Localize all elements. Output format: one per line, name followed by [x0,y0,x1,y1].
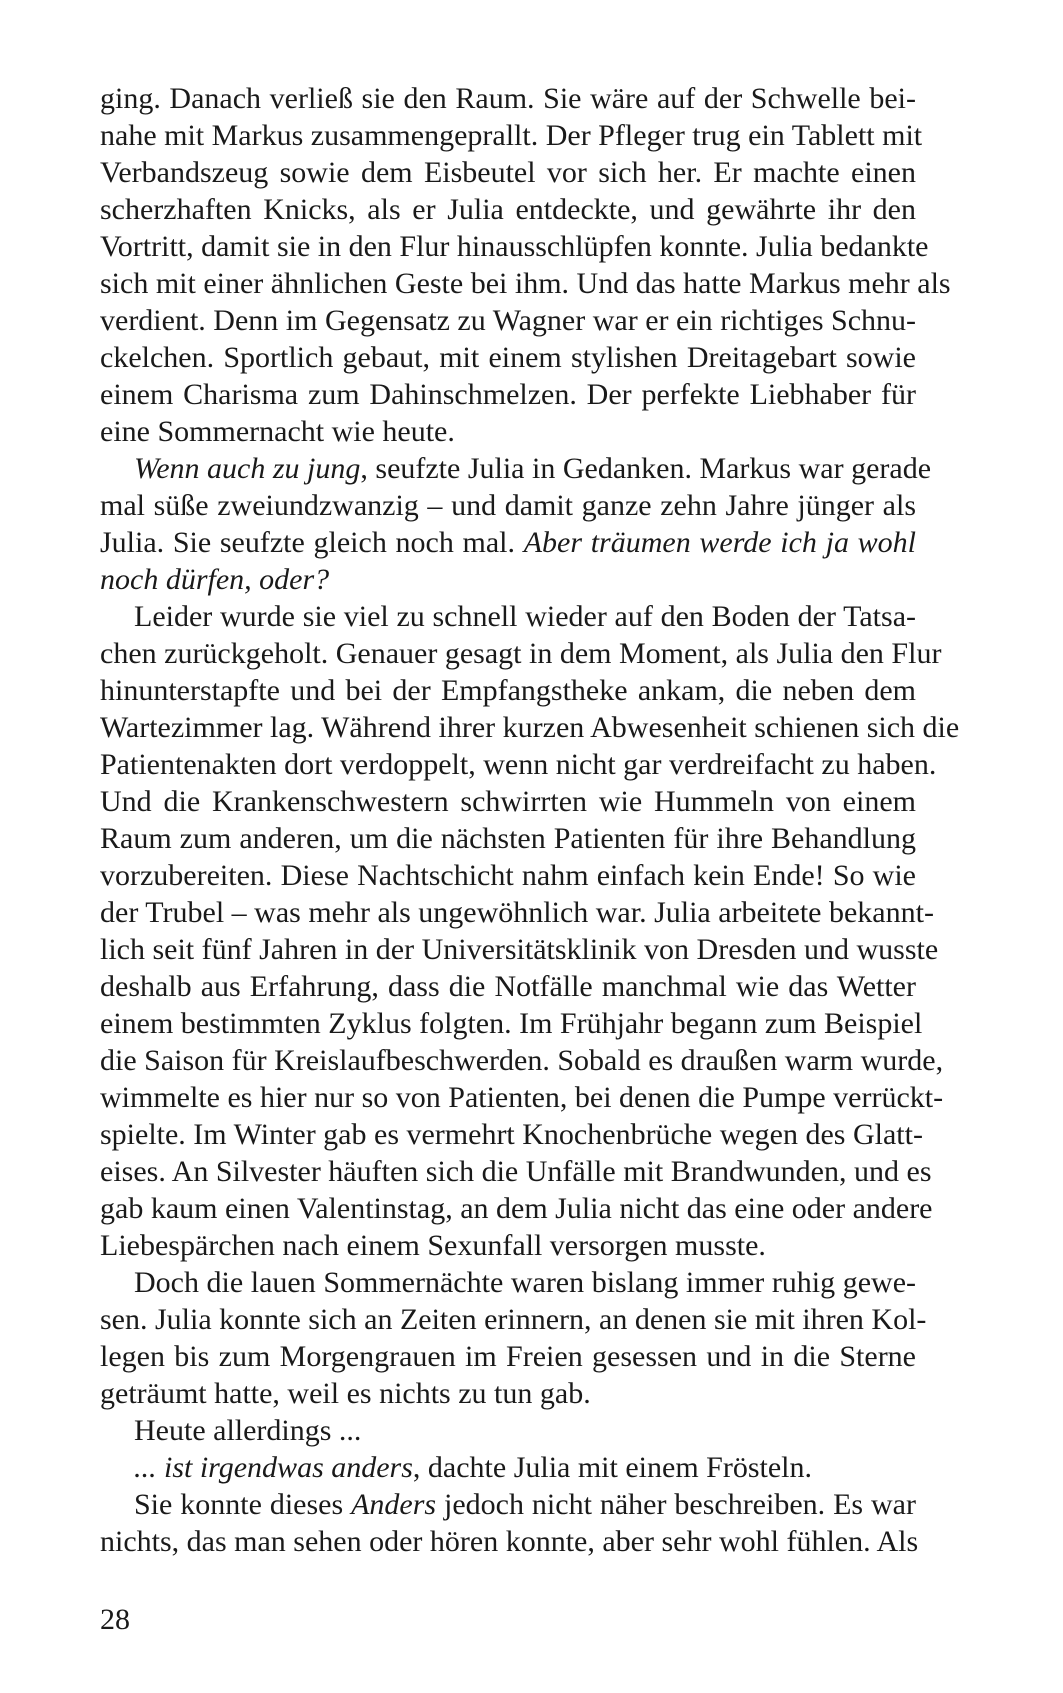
text-run: der Trubel – was mehr als ungewöhnlich war. Julia arbeitete bekannt- [100,896,934,929]
text-line [100,561,916,598]
text-line [100,1301,927,1338]
text-run: sen. Julia konnte sich an Zeiten erinnern, an denen sie mit ihren Kol- [100,1303,927,1336]
text-line [100,1042,944,1079]
text-run: deshalb aus Erfahrung, dass die Notfälle manchmal wie das Wetter [100,970,916,1003]
text-line [100,968,916,1005]
text-line [100,709,960,746]
text-line [100,154,916,191]
text-line [100,1449,916,1486]
text-run: die Saison für Kreislaufbeschwerden. Sobald es draußen warm wurde, [100,1044,944,1077]
text-run: Verbandszeug sowie dem Eisbeutel vor sich her. Er machte einen [100,156,916,189]
page-number: 28 [100,1603,130,1636]
text-line [100,820,916,857]
text-run: Leider wurde sie viel zu schnell wieder auf den Boden der Tatsa- [134,600,916,633]
text-line [100,1079,944,1116]
text-run: , seufzte Julia in Gedanken. Markus war gerade [360,452,932,485]
text-line [100,1486,916,1523]
text-line [100,191,916,228]
text-line [100,931,939,968]
text-line [100,783,916,820]
text-line [100,1264,916,1301]
text-run: lich seit fünf Jahren in der Universitätsklinik von Dresden und wusste [100,933,939,966]
text-run: vorzubereiten. Diese Nachtschicht nahm einfach kein Ende! So wie [100,859,916,892]
text-line [100,746,937,783]
text-run: ging. Danach verließ sie den Raum. Sie wäre auf der Schwelle bei- [100,82,916,115]
italic-text: Anders [351,1488,437,1521]
text-line [100,1227,916,1264]
text-run: Wartezimmer lag. Während ihrer kurzen Abwesenheit schienen sich die [100,711,960,744]
italic-text: Wenn auch zu jung [134,452,361,485]
text-run: Liebespärchen nach einem Sexunfall versorgen musste. [100,1229,766,1262]
text-line [100,117,923,154]
text-run: einem bestimmten Zyklus folgten. Im Frühjahr begann zum Beispiel [100,1007,923,1040]
text-line [100,450,932,487]
paragraph [100,1486,919,1560]
italic-text: ... ist irgendwas anders [134,1451,413,1484]
text-run: scherzhaften Knicks, als er Julia entdeckte, und gewährte ihr den [100,193,916,226]
text-run: wimmelte es hier nur so von Patienten, bei denen die Pumpe verrückt- [100,1081,944,1114]
text-line [100,1116,923,1153]
text-run: eine Sommernacht wie heute. [100,415,455,448]
paragraph [100,1449,916,1486]
paragraph [100,598,960,1264]
text-run: , dachte Julia mit einem Frösteln. [412,1451,812,1484]
text-run: einem Charisma zum Dahinschmelzen. Der perfekte Liebhaber für [100,378,916,411]
text-run: Sie konnte dieses [134,1488,352,1521]
text-run: Heute allerdings ... [134,1414,362,1447]
text-line [100,228,929,265]
text-run: legen bis zum Morgengrauen im Freien gesessen und in die Sterne [100,1340,916,1373]
text-line [100,1375,916,1412]
text-line [100,598,916,635]
text-run: chen zurückgeholt. Genauer gesagt in dem Moment, als Julia den Flur [100,637,942,670]
paragraph [100,80,951,450]
italic-text: Aber träumen werde ich ja wohl [523,526,916,559]
text-run: verdient. Denn im Gegensatz zu Wagner war er ein richtiges Schnu- [100,304,916,337]
paragraph [100,1412,916,1449]
text-run: mal süße zweiundzwanzig – und damit ganze zehn Jahre jünger als [100,489,916,522]
text-line [100,524,916,561]
text-line [100,894,934,931]
text-line [100,1153,932,1190]
text-run: nahe mit Markus zusammengeprallt. Der Pfleger trug ein Tablett mit [100,119,923,152]
text-line [100,672,916,709]
text-line [100,339,916,376]
text-line [100,80,916,117]
text-run: Und die Krankenschwestern schwirrten wie Hummeln von einem [100,785,916,818]
text-run: geträumt hatte, weil es nichts zu tun gab. [100,1377,591,1410]
text-line [100,265,951,302]
text-line [100,1190,933,1227]
italic-text: noch dürfen, oder? [100,563,330,596]
text-run: Patientenakten dort verdoppelt, wenn nicht gar verdreifacht zu haben. [100,748,937,781]
paragraph [100,450,932,598]
text-run: nichts, das man sehen oder hören konnte, aber sehr wohl fühlen. Als [100,1525,919,1558]
text-line [100,302,916,339]
text-run: spielte. Im Winter gab es vermehrt Knochenbrüche wegen des Glatt- [100,1118,923,1151]
text-run: Julia. Sie seufzte gleich noch mal. [100,526,524,559]
body-text [100,80,960,1560]
text-line [100,1412,916,1449]
text-run: hinunterstapfte und bei der Empfangstheke ankam, die neben dem [100,674,916,707]
text-line [100,487,916,524]
paragraph [100,1264,927,1412]
text-line [100,635,942,672]
text-line [100,1523,919,1560]
text-run: sich mit einer ähnlichen Geste bei ihm. Und das hatte Markus mehr als [100,267,951,300]
text-line [100,376,916,413]
text-run: Doch die lauen Sommernächte waren bislang immer ruhig gewe- [134,1266,916,1299]
text-line [100,1338,916,1375]
text-run: eises. An Silvester häuften sich die Unfälle mit Brandwunden, und es [100,1155,932,1188]
text-line [100,1005,923,1042]
text-run: jedoch nicht näher beschreiben. Es war [436,1488,916,1521]
text-line [100,413,916,450]
text-line [100,857,916,894]
text-run: Raum zum anderen, um die nächsten Patienten für ihre Behandlung [100,822,916,855]
text-run: ckelchen. Sportlich gebaut, mit einem stylishen Dreitagebart sowie [100,341,916,374]
text-run: gab kaum einen Valentinstag, an dem Julia nicht das eine oder andere [100,1192,933,1225]
text-run: Vortritt, damit sie in den Flur hinausschlüpfen konnte. Julia bedankte [100,230,929,263]
